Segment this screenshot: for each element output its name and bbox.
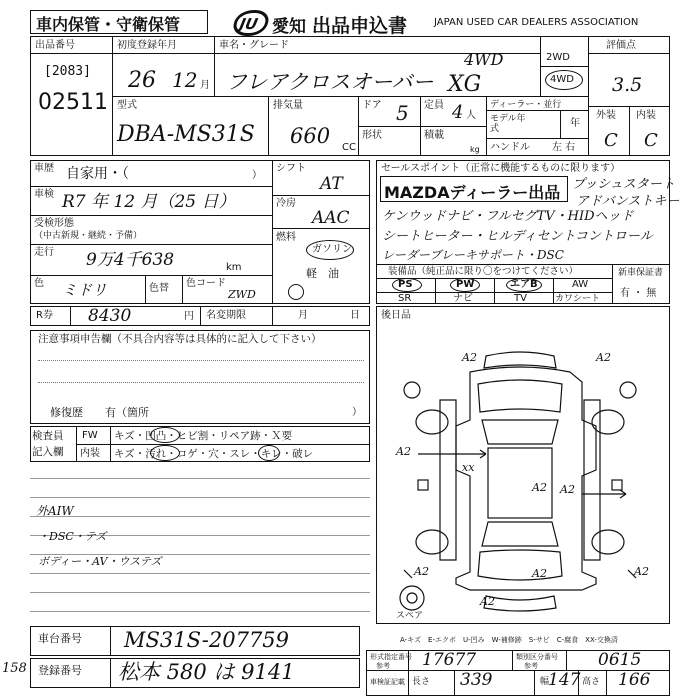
capacity-unit: 人 (466, 110, 476, 121)
drive-type: 4WD (464, 50, 504, 69)
fuel-label: 燃料 (276, 232, 296, 243)
capacity: 4 (452, 102, 464, 123)
model-code-label: 型式 (117, 100, 137, 111)
equipment-sr: SR (398, 293, 412, 304)
equipment-aw: AW (572, 279, 589, 290)
grade: XG (448, 72, 482, 97)
type-spec: 17677 (422, 650, 477, 670)
type-spec-sub: 参考 (376, 662, 390, 670)
remark-1: 外AIW (36, 504, 74, 518)
equipment-leather: カワシート (555, 294, 601, 304)
fuel-diesel: 軽 油 (306, 267, 339, 280)
equipment-label: 装備品（純正品に限り〇をつけてください） (388, 266, 579, 277)
evaluation-label: 評価点 (606, 40, 636, 51)
equipment-navi: ナビ (453, 293, 473, 304)
reg-year: 26 (128, 68, 156, 93)
pw-circle (450, 278, 480, 292)
class-no: 0615 (598, 650, 642, 670)
inspection-label: 車検 (34, 189, 54, 200)
airbag-circle (506, 278, 542, 292)
width-label: 幅 (540, 677, 550, 687)
first-registration-label: 初度登録年月 (117, 40, 177, 51)
fuel-blank-circle (288, 284, 304, 300)
damage-xx: xx (462, 461, 475, 474)
org-english: JAPAN USED CAR DEALERS ASSOCIATION (434, 17, 639, 28)
model-code: DBA-MS31S (117, 122, 255, 147)
reg-no: 松本 580 は 9141 (118, 660, 295, 684)
damage-a2-center: A2 (532, 481, 547, 494)
fw-items: キズ・凹凸・ヒビ割・リペア跡・Ｘ要 (114, 430, 293, 442)
acceptance-label: 受検形態 (34, 218, 74, 229)
selling-points-label: セールスポイント（正常に機能するものに限ります） (381, 163, 621, 174)
fw-label: FW (82, 430, 98, 441)
interior-label: 内装 (636, 110, 656, 121)
reg-month: 12 (172, 68, 198, 92)
height-value: 166 (618, 670, 651, 690)
selling-point-5: レーダーブレーキサポート・DSC (382, 248, 564, 262)
entry-column-label: 記入欄 (32, 446, 64, 458)
history-private: 自家用・（ (66, 166, 129, 182)
chassis-no-label: 車台番号 (38, 632, 82, 645)
color-code-label: 色コード (186, 278, 226, 289)
reg-month-unit: 月 (200, 80, 210, 91)
length-label: 長さ (412, 677, 431, 687)
evaluation-score: 3.5 (612, 74, 643, 96)
margin-note: 158 (2, 661, 27, 676)
repair-close: ） (352, 407, 362, 418)
storage-note: 車内保管・守衛保管 (36, 15, 181, 34)
dealer-label: ディーラー・並行 (490, 100, 562, 110)
selling-point-1: プッシュスタート (572, 177, 675, 192)
damage-a2-right: A2 (560, 483, 575, 496)
mazda-dealer: MAZDAディーラー出品 (384, 183, 561, 202)
km-unit: km (226, 262, 242, 273)
warranty-options: 有 ・ 無 (620, 288, 657, 299)
history-label: 車歴 (34, 163, 54, 174)
caution-heading: 注意事項申告欄（不具合内容等は具体的に記入して下さい） (38, 333, 322, 345)
interior-grade: C (644, 130, 658, 151)
chassis-no: MS31S-207759 (124, 628, 290, 652)
ju-logo-icon: JU (231, 10, 271, 36)
doors: 5 (396, 101, 409, 125)
damage-a2-rear: A2 (480, 595, 495, 608)
selling-point-4: シートヒーター・ヒルディセントコントロール (382, 229, 653, 244)
month-unit: 月 (298, 310, 308, 321)
load-label: 積載 (424, 130, 444, 141)
exterior-grade: C (604, 130, 618, 151)
interior-col-label: 内装 (80, 448, 100, 459)
class-sub: 参考 (524, 662, 538, 670)
fuel-gasoline: ガソリン (312, 244, 352, 255)
class-no-label: 類別区分番号 (516, 653, 558, 661)
lot-prefix: [2083] (44, 64, 91, 79)
damage-a2-top-left: A2 (462, 351, 477, 364)
handle-options: 左 右 (552, 142, 576, 153)
yen-unit: 円 (184, 311, 194, 322)
car-name: フレアクロスオーバー (226, 70, 434, 94)
aircon-label: 冷房 (276, 198, 296, 209)
interior-items: キズ・汚れ・コゲ・穴・スレ・キレ・破レ (114, 448, 314, 460)
model-year-label: モデル年式 (490, 114, 526, 134)
reg-no-label: 登録番号 (38, 664, 82, 677)
org-name: 愛知 (272, 17, 306, 37)
selling-point-3: ケンウッドナビ・フルセグTV・HIDヘッド (382, 209, 634, 224)
spare-label: スペア (396, 611, 424, 621)
year-unit: 年 (570, 118, 580, 129)
doors-label: ドア (362, 100, 382, 111)
displacement-label: 排気量 (273, 100, 303, 111)
shift-value: AT (320, 174, 343, 194)
history-close: ） (252, 170, 262, 181)
aircon-value: AAC (312, 208, 350, 228)
exterior-label: 外装 (596, 110, 616, 121)
notes-label: 後日品 (381, 310, 411, 321)
damage-legend: A-キズ E-エクボ U-凹み W-補修跡 S-サビ C-腐食 XX-交換済 (400, 636, 618, 644)
color-label: 色 (34, 278, 44, 289)
damage-a2-bottom-right: A2 (634, 565, 649, 578)
repair-history: 修復歴 有（箇所 (50, 406, 149, 419)
width-value: 147 (548, 670, 581, 690)
name-change-label: 名変期限 (206, 310, 246, 321)
inspector-label: 検査員 (32, 430, 64, 442)
shift-label: シフト (276, 163, 306, 174)
color-code: ZWD (228, 288, 256, 301)
recycle-label: R券 (36, 310, 53, 321)
length-value: 339 (460, 670, 493, 690)
equipment-pw: PW (456, 279, 475, 290)
damage-a2-bottom-left: A2 (414, 565, 429, 578)
lot-number: 02511 (38, 90, 108, 115)
car-name-label: 車名・グレード (219, 40, 289, 51)
form-title: 出品申込書 (312, 15, 408, 37)
damage-a2-bottom: A2 (532, 567, 547, 580)
color-value: ミドリ (62, 281, 108, 299)
int-mark-circle-2 (258, 445, 280, 461)
damage-a2-top-right: A2 (596, 351, 611, 364)
two-wd-label: 2WD (546, 52, 570, 63)
type-spec-label: 形式指定番号 (370, 653, 412, 661)
damage-a2-left: A2 (396, 445, 411, 458)
displacement: 660 (290, 124, 331, 148)
drive-circle-text: 4WD (550, 74, 574, 85)
height-label: 高さ (582, 677, 601, 687)
mileage-value: 9万4千638 (86, 250, 175, 270)
ps-circle (392, 278, 422, 292)
kg-label: kg (470, 145, 480, 154)
day-unit: 日 (350, 310, 360, 321)
remark-2: ・DSC・テズ (38, 530, 107, 543)
capacity-label: 定員 (424, 100, 444, 111)
int-mark-circle-1 (150, 445, 180, 461)
new-warranty-label: 新車保証書 (618, 268, 664, 278)
handle-label: ハンドル (490, 142, 530, 153)
remark-3: ボディー・AV・ウステズ (38, 555, 162, 568)
recycle-value: 8430 (88, 306, 132, 326)
equipment-tv: TV (514, 293, 527, 304)
dimension-label: 車検証記載 (370, 678, 405, 686)
lot-number-label: 出品番号 (35, 40, 75, 51)
equipment-ps: PS (398, 279, 413, 290)
selling-point-2: アドバンストキー (576, 194, 680, 209)
mileage-label: 走行 (34, 247, 54, 258)
cc-unit: CC (342, 142, 356, 153)
body-shape-label: 形状 (362, 130, 382, 141)
color-set-label: 色替 (149, 283, 169, 294)
acceptance-sub: （中古新規・継続・予備） (34, 231, 143, 241)
inspection-date: R7 年 12 月（25 日） (62, 192, 236, 212)
equipment-airbag: エアB (510, 279, 538, 290)
fw-mark-circle (150, 427, 180, 443)
